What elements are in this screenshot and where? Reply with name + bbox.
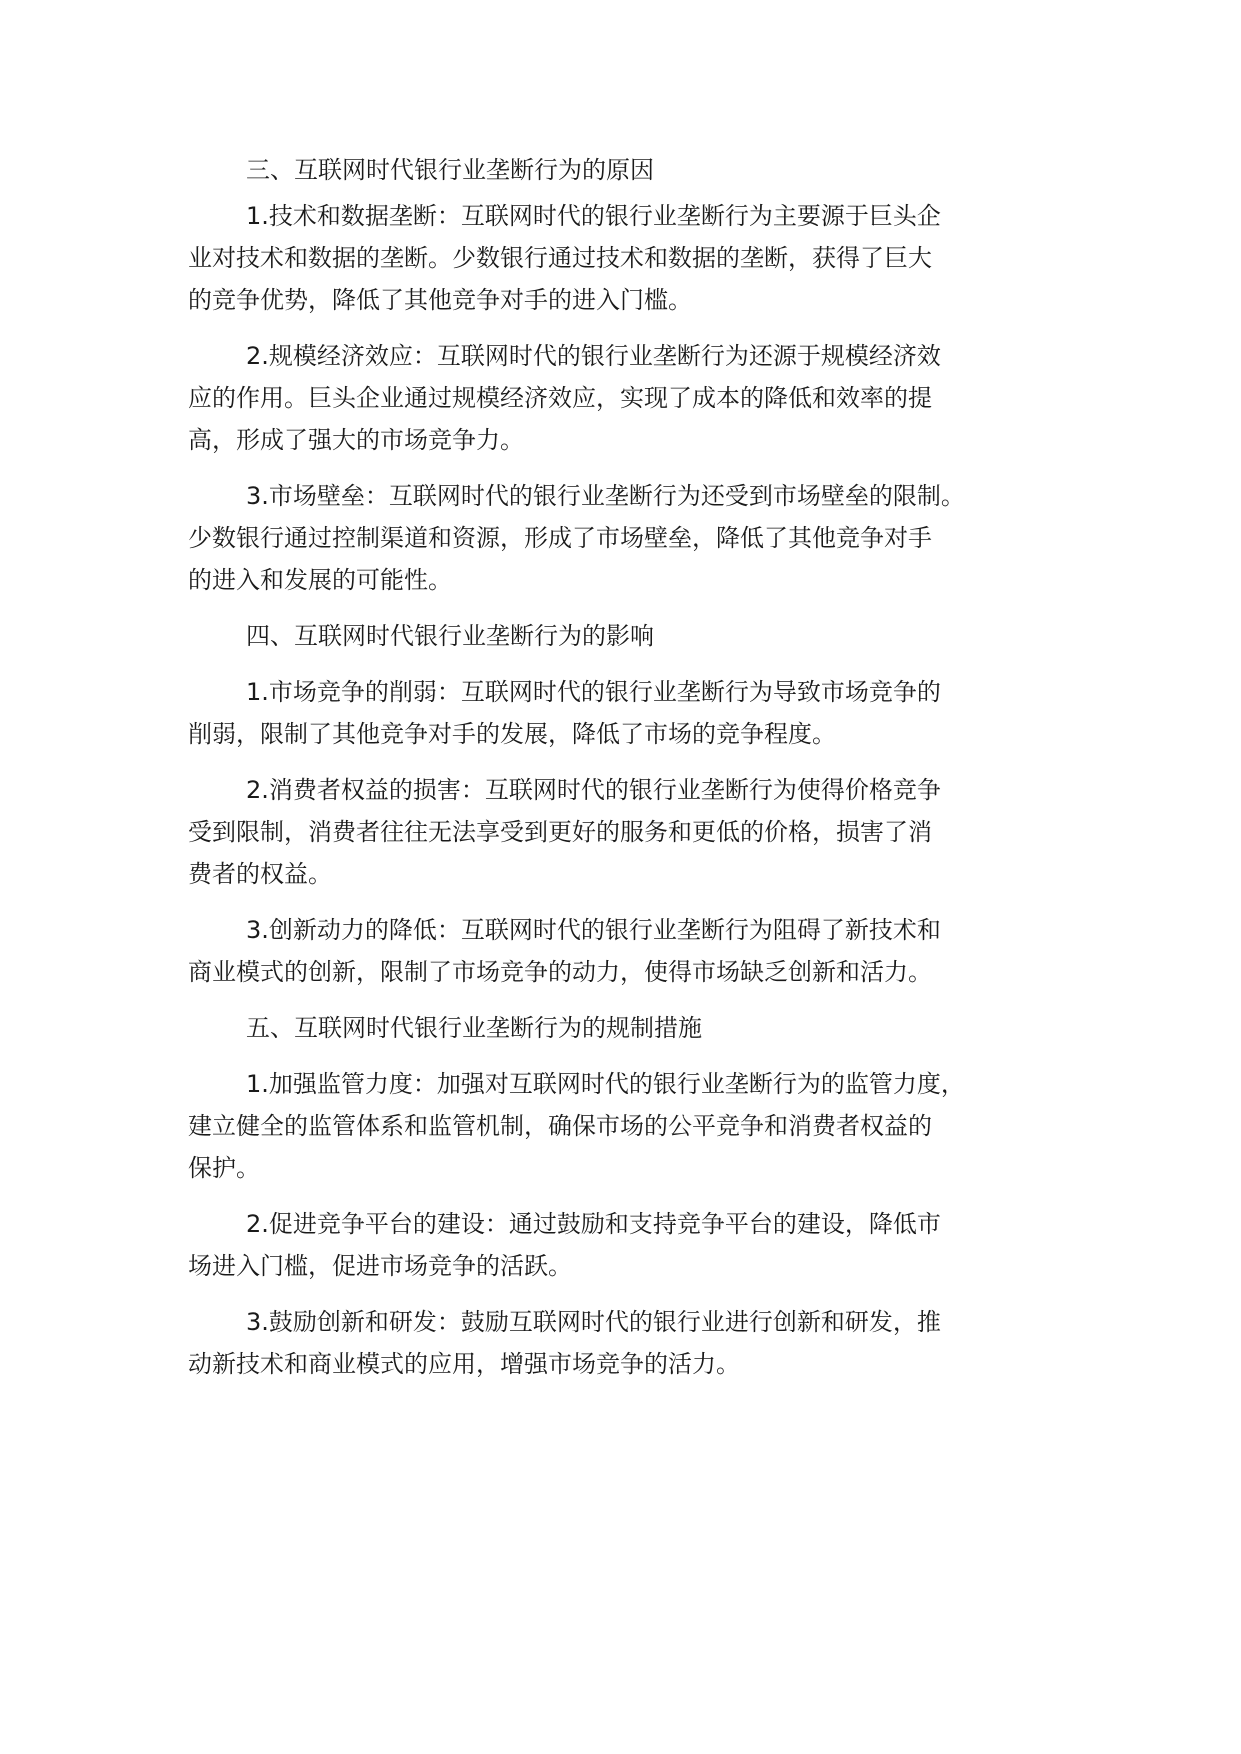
paragraph-line: 场进入门槛，促进市场竞争的活跃。 [188, 1252, 572, 1280]
section-heading: 五、互联网时代银行业垄断行为的规制措施 [246, 1014, 702, 1042]
paragraph-line: 建立健全的监管体系和监管机制，确保市场的公平竞争和消费者权益的 [188, 1112, 932, 1140]
paragraph-line: 受到限制，消费者往往无法享受到更好的服务和更低的价格，损害了消 [188, 818, 932, 846]
paragraph-line: 的竞争优势，降低了其他竞争对手的进入门槛。 [188, 286, 692, 314]
paragraph-line: 2.规模经济效应：互联网时代的银行业垄断行为还源于规模经济效 [246, 342, 941, 370]
paragraph-line: 1.技术和数据垄断：互联网时代的银行业垄断行为主要源于巨头企 [246, 202, 941, 230]
paragraph-line: 3.鼓励创新和研发：鼓励互联网时代的银行业进行创新和研发，推 [246, 1308, 941, 1336]
paragraph-line: 2.促进竞争平台的建设：通过鼓励和支持竞争平台的建设，降低市 [246, 1210, 941, 1238]
paragraph-line: 动新技术和商业模式的应用，增强市场竞争的活力。 [188, 1350, 740, 1378]
paragraph-line: 费者的权益。 [188, 860, 332, 888]
paragraph-line: 削弱，限制了其他竞争对手的发展，降低了市场的竞争程度。 [188, 720, 836, 748]
paragraph-line: 1.市场竞争的削弱：互联网时代的银行业垄断行为导致市场竞争的 [246, 678, 941, 706]
paragraph-line: 保护。 [188, 1154, 260, 1182]
paragraph-line: 2.消费者权益的损害：互联网时代的银行业垄断行为使得价格竞争 [246, 776, 941, 804]
paragraph-line: 商业模式的创新，限制了市场竞争的动力，使得市场缺乏创新和活力。 [188, 958, 932, 986]
paragraph-line: 高，形成了强大的市场竞争力。 [188, 426, 524, 454]
paragraph-line: 的进入和发展的可能性。 [188, 566, 452, 594]
paragraph-line: 3.创新动力的降低：互联网时代的银行业垄断行为阻碍了新技术和 [246, 916, 941, 944]
paragraph-line: 业对技术和数据的垄断。少数银行通过技术和数据的垄断，获得了巨大 [188, 244, 932, 272]
section-heading: 三、互联网时代银行业垄断行为的原因 [246, 156, 654, 184]
paragraph-line: 应的作用。巨头企业通过规模经济效应，实现了成本的降低和效率的提 [188, 384, 932, 412]
paragraph-line: 少数银行通过控制渠道和资源，形成了市场壁垒，降低了其他竞争对手 [188, 524, 932, 552]
paragraph-line: 3.市场壁垒：互联网时代的银行业垄断行为还受到市场壁垒的限制。 [246, 482, 965, 510]
paragraph-line: 1.加强监管力度：加强对互联网时代的银行业垄断行为的监管力度， [246, 1070, 965, 1098]
section-heading: 四、互联网时代银行业垄断行为的影响 [246, 622, 654, 650]
